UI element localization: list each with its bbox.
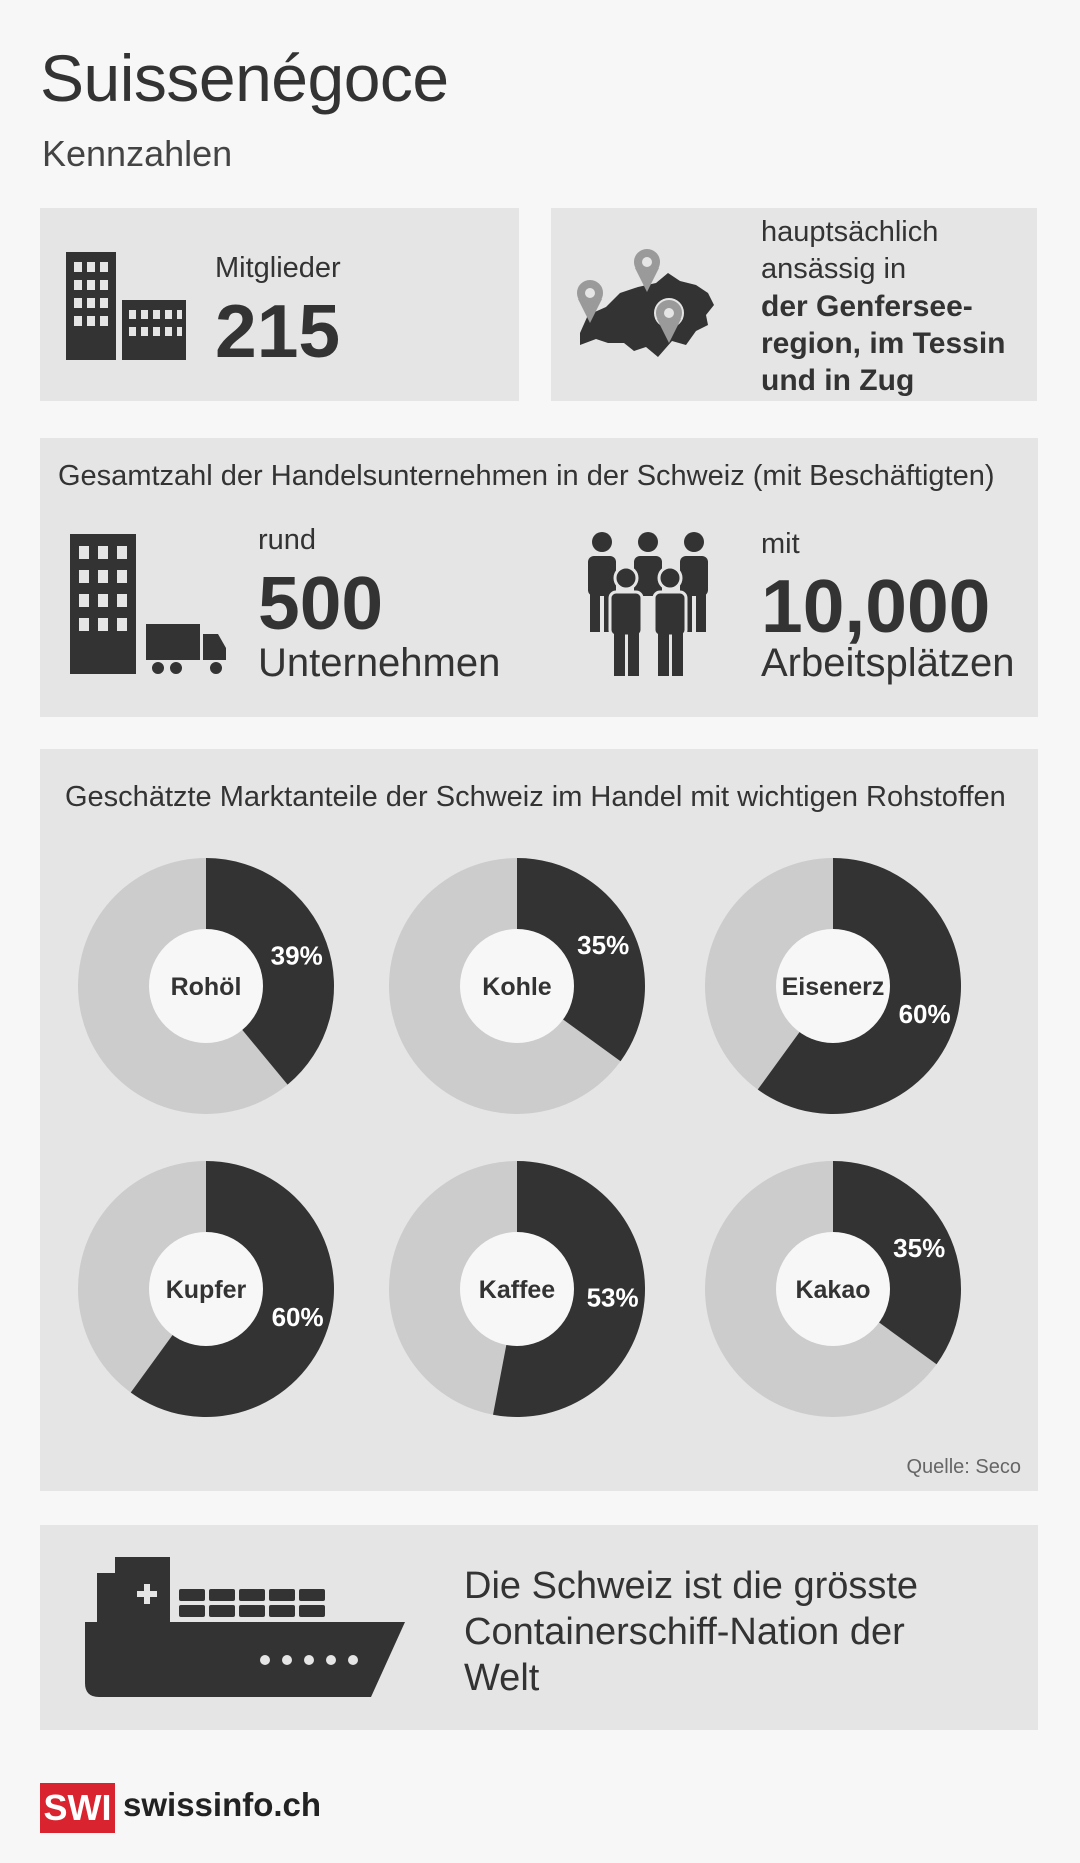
site-name: swissinfo.ch xyxy=(123,1786,322,1823)
donut-value-label: 35% xyxy=(893,1233,946,1264)
location-bold3: und in Zug xyxy=(761,364,915,397)
page-subtitle: Kennzahlen xyxy=(42,133,233,174)
members-panel xyxy=(40,208,519,401)
donut-6 xyxy=(705,1161,961,1417)
members-value: 215 xyxy=(215,289,341,373)
source-note: Quelle: Seco xyxy=(906,1456,1021,1478)
location-panel xyxy=(551,208,1037,401)
ship-line1: Die Schweiz ist die grösste xyxy=(464,1565,919,1607)
people-group-icon xyxy=(582,530,717,678)
companies-prefix: rund xyxy=(258,524,317,556)
buildings-icon xyxy=(66,252,191,360)
market-share-panel xyxy=(40,749,1038,1491)
donut-category-label: Rohöl xyxy=(170,973,242,1001)
companies-unit: Unternehmen xyxy=(258,641,501,685)
donut-2 xyxy=(389,858,645,1114)
donut-value-label: 39% xyxy=(270,940,323,971)
donut-5 xyxy=(389,1161,645,1417)
donut-category-label: Kakao xyxy=(795,1276,871,1304)
donut-3 xyxy=(705,858,961,1114)
companies-panel xyxy=(40,438,1038,717)
donut-category-label: Kupfer xyxy=(165,1276,247,1304)
donut-4 xyxy=(78,1161,334,1417)
location-bold2: region, im Tessin xyxy=(761,327,1006,360)
location-line2: ansässig in xyxy=(761,253,907,285)
donut-1 xyxy=(78,858,334,1114)
donut-category-label: Kohle xyxy=(482,973,552,1001)
jobs-prefix: mit xyxy=(761,528,800,560)
ship-line3: Welt xyxy=(464,1657,540,1699)
location-bold1: der Genfersee- xyxy=(761,290,973,323)
swi-logo: SWI xyxy=(40,1783,115,1833)
office-truck-icon xyxy=(70,534,230,679)
jobs-unit: Arbeitsplätzen xyxy=(761,641,1015,685)
container-ship-icon xyxy=(85,1557,405,1697)
donut-category-label: Kaffee xyxy=(478,1276,556,1304)
ship-line2: Containerschiff-Nation der xyxy=(464,1611,905,1653)
donut-value-label: 35% xyxy=(577,930,630,961)
location-line1: hauptsächlich xyxy=(761,216,939,248)
page-title: Suissenégoce xyxy=(40,41,449,115)
donut-category-label: Eisenerz xyxy=(781,973,885,1001)
donut-charts xyxy=(40,749,1038,1491)
jobs-count: 10,000 xyxy=(761,564,991,648)
donut-value-label: 53% xyxy=(586,1282,639,1313)
chart-title: Geschätzte Marktanteile der Schweiz im Handel mit wichtigen Rohstoffen xyxy=(65,781,1006,813)
companies-count: 500 xyxy=(258,561,384,645)
donut-value-label: 60% xyxy=(898,998,951,1029)
donut-value-label: 60% xyxy=(271,1301,324,1332)
companies-heading: Gesamtzahl der Handelsunternehmen in der Schweiz (mit Beschäftigten) xyxy=(58,460,995,492)
switzerland-map-icon xyxy=(568,245,718,365)
ship-panel xyxy=(40,1525,1038,1730)
members-label: Mitglieder xyxy=(215,252,341,284)
